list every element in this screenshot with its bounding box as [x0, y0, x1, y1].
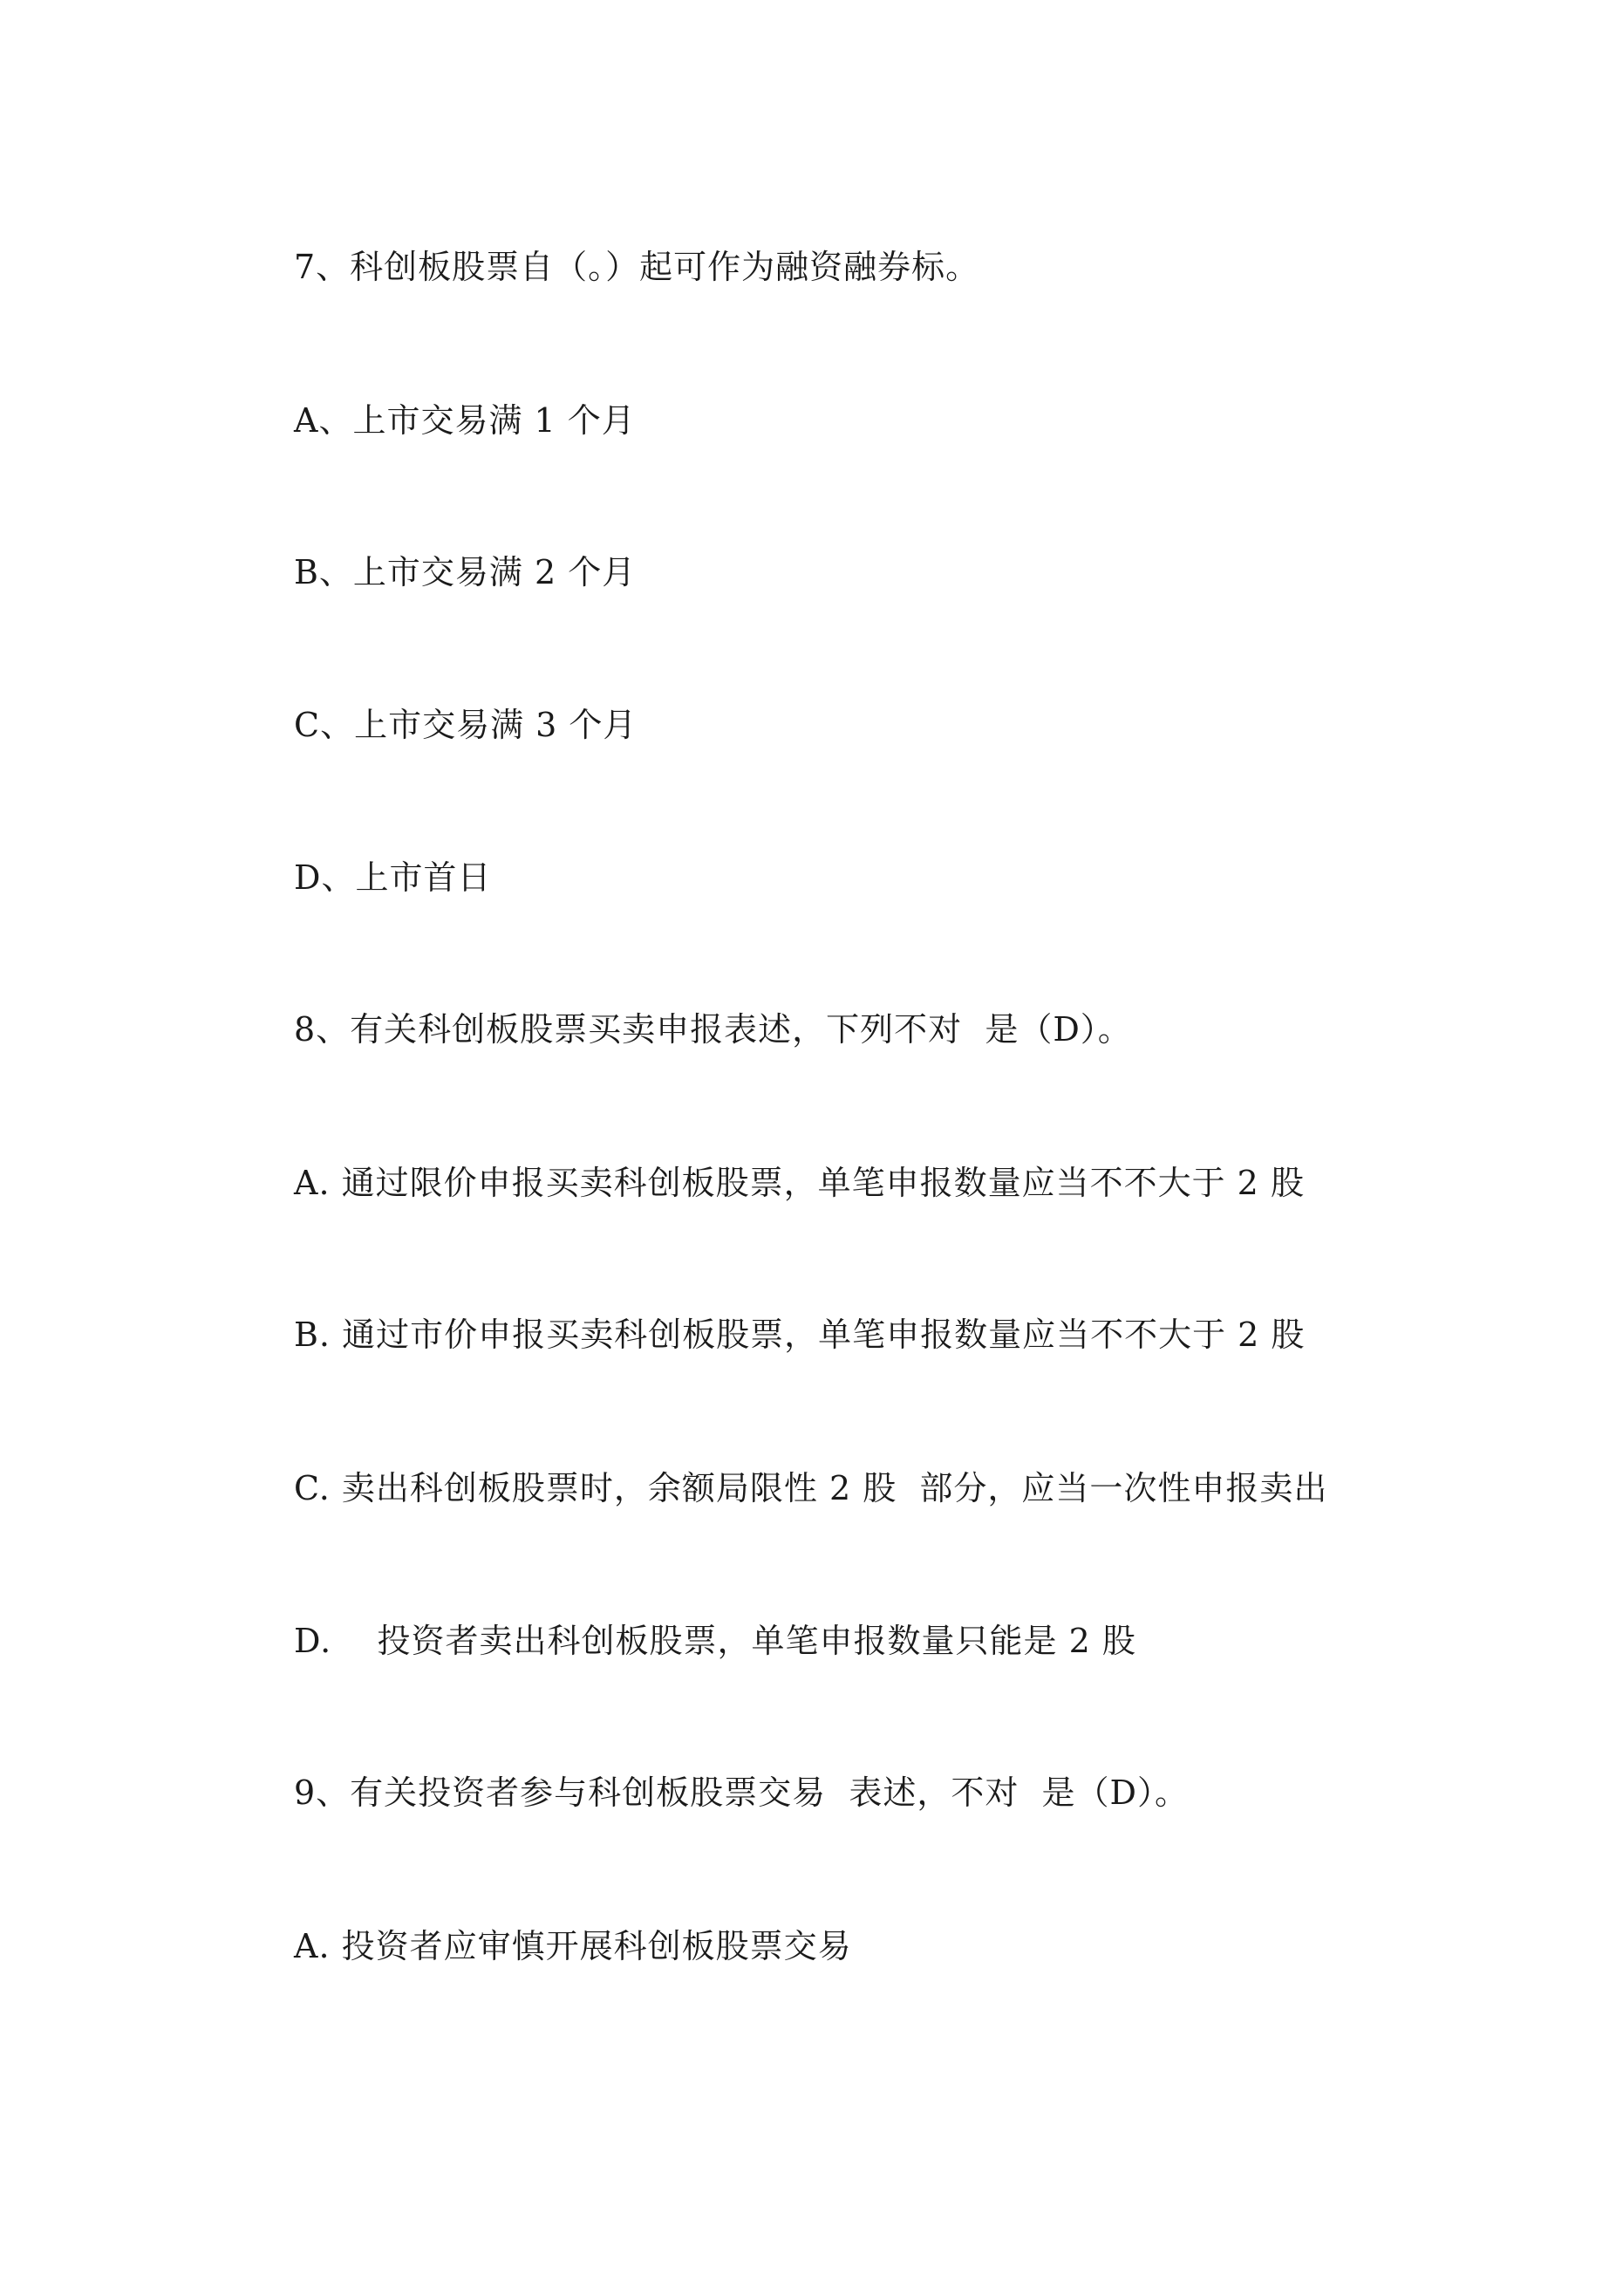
question-8-option-b: B. 通过市价申报买卖科创板股票，单笔申报数量应当不不大于 2 股 — [294, 1315, 1306, 1354]
question-7-text: 7、科创板股票自（。）起可作为融资融券标。 — [294, 248, 980, 286]
question-8-text: 8、有关科创板股票买卖申报表述，下列不对 是（D）。 — [294, 1010, 1132, 1049]
question-8-option-a: A. 通过限价申报买卖科创板股票，单笔申报数量应当不不大于 2 股 — [294, 1164, 1305, 1202]
question-7-option-c: C、上市交易满 3 个月 — [294, 706, 638, 744]
question-9-text: 9、有关投资者参与科创板股票交易 表述，不对 是（D）。 — [294, 1773, 1189, 1812]
question-8-option-d: D. 投资者卖出科创板股票，单笔申报数量只能是 2 股 — [294, 1622, 1136, 1660]
question-8-option-c: C. 卖出科创板股票时，余额局限性 2 股 部分，应当一次性申报卖出 — [294, 1469, 1328, 1507]
question-7-option-b: B、上市交易满 2 个月 — [294, 553, 637, 591]
question-9-option-a: A. 投资者应审慎开展科创板股票交易 — [294, 1927, 852, 1965]
question-7-option-d: D、上市首日 — [294, 858, 492, 897]
question-7-option-a: A、上市交易满 1 个月 — [294, 401, 636, 440]
